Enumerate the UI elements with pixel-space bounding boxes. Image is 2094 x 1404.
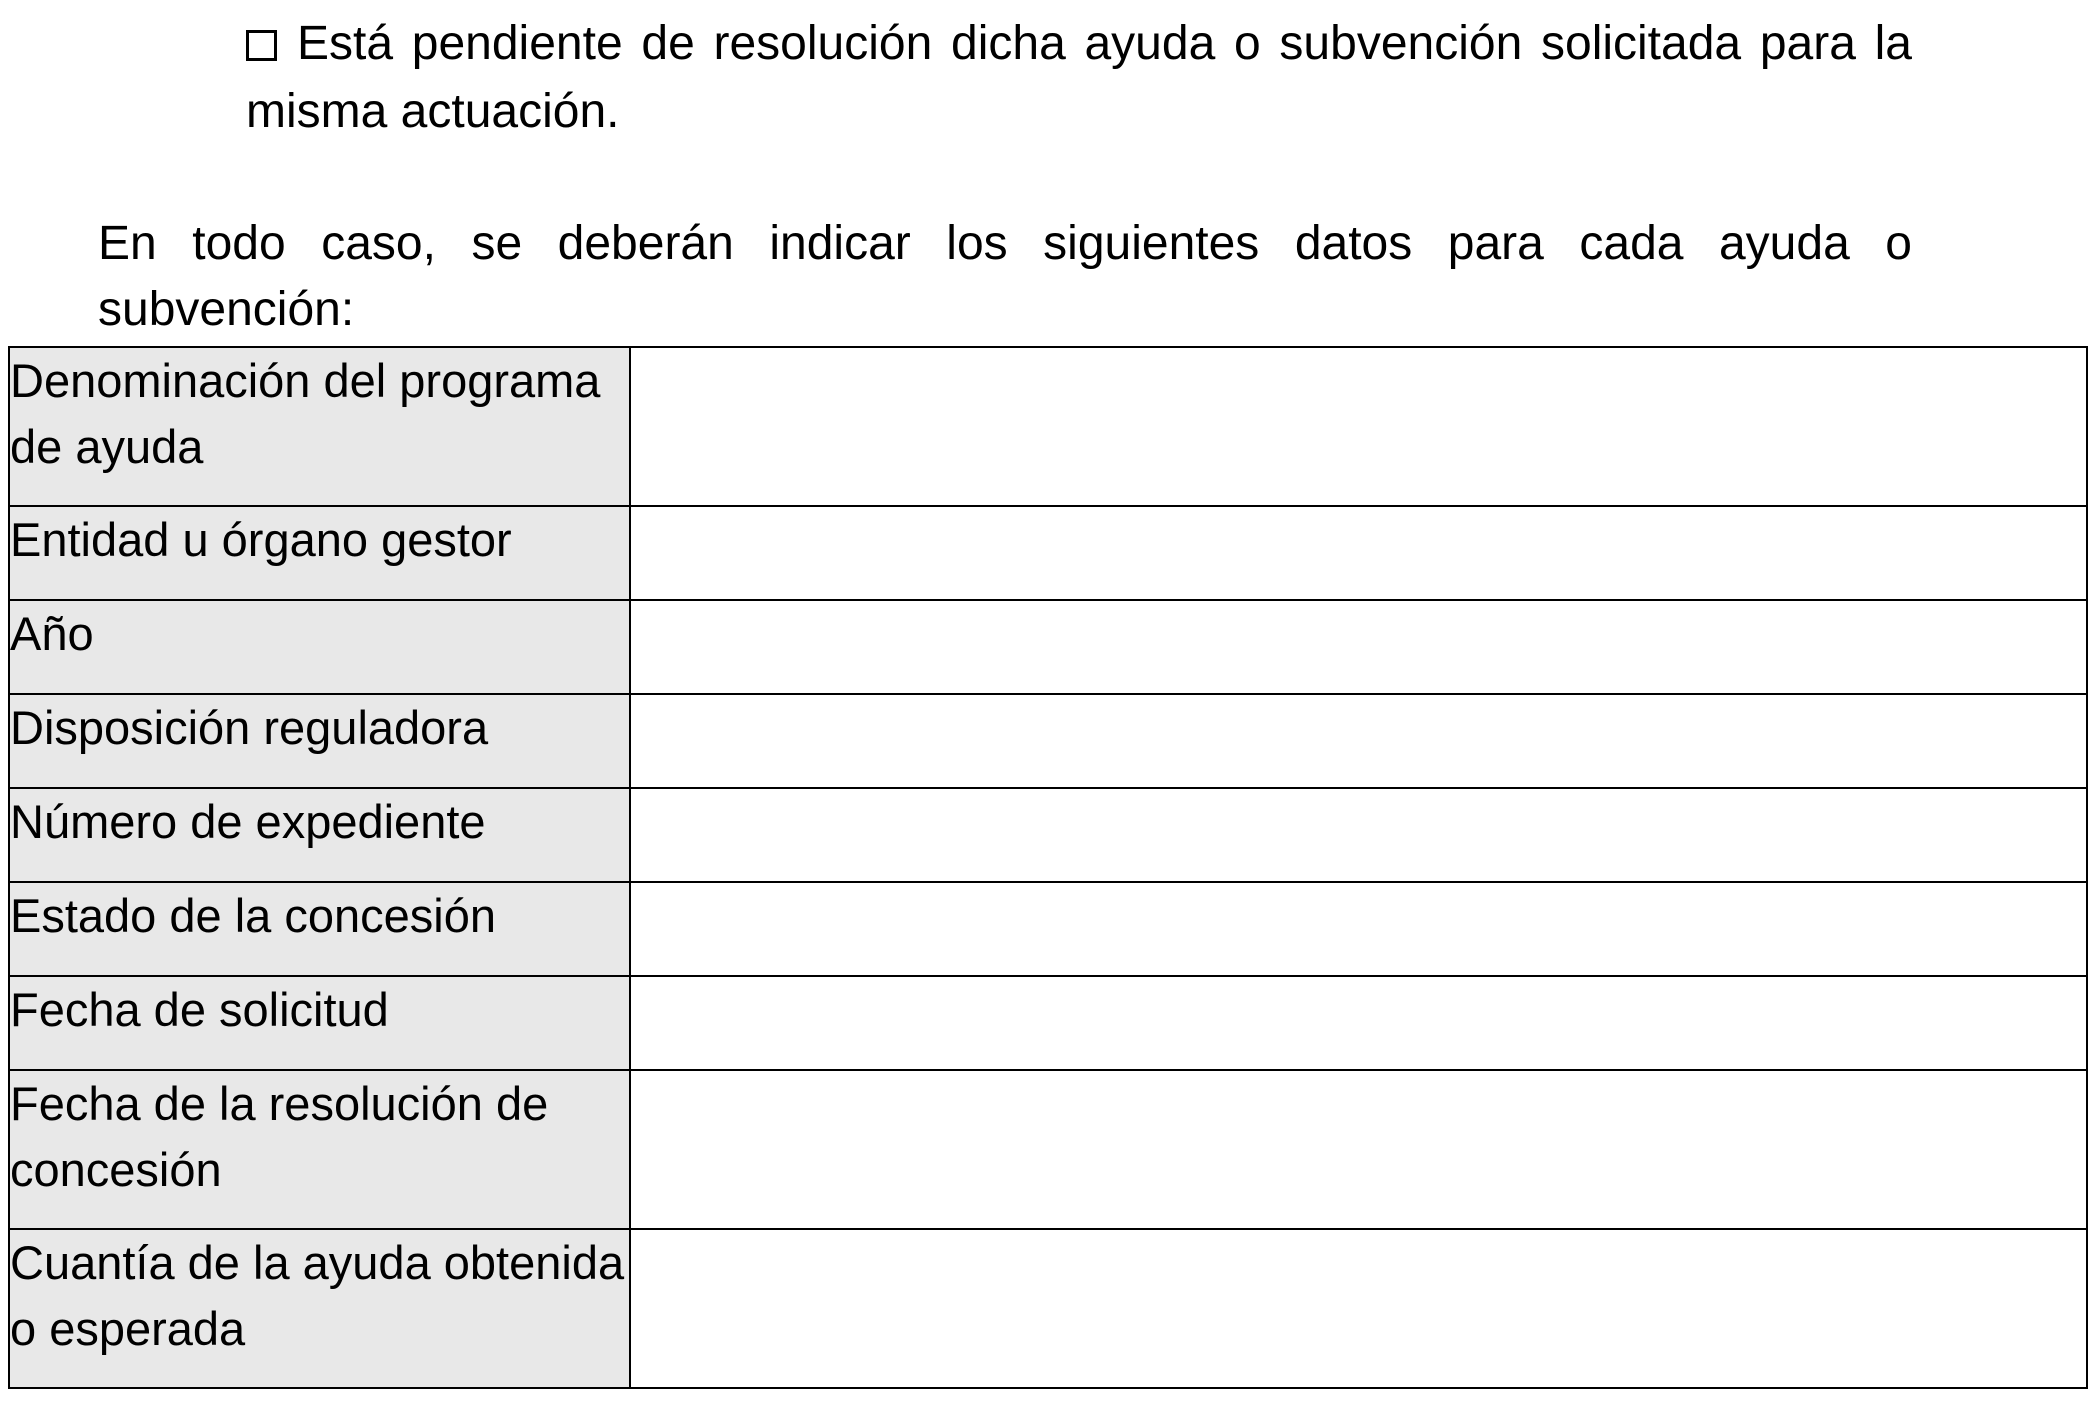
table-row bbox=[9, 1229, 2087, 1388]
row-label-grant-amount: Cuantía de la ayuda obtenida o esperada bbox=[9, 1229, 630, 1388]
table-row bbox=[9, 1070, 2087, 1229]
pending-resolution-checkbox[interactable] bbox=[246, 30, 277, 61]
row-label-file-number: Número de expediente bbox=[9, 788, 630, 882]
table-row bbox=[9, 976, 2087, 1070]
program-name-field[interactable] bbox=[630, 347, 2087, 506]
resolution-date-field[interactable] bbox=[630, 1070, 2087, 1229]
table-row bbox=[9, 347, 2087, 506]
table-row bbox=[9, 506, 2087, 600]
year-field[interactable] bbox=[630, 600, 2087, 694]
row-label-application-date: Fecha de solicitud bbox=[9, 976, 630, 1070]
pending-resolution-option bbox=[246, 10, 1912, 146]
intro-paragraph bbox=[98, 211, 1912, 343]
regulatory-provision-field[interactable] bbox=[630, 694, 2087, 788]
row-label-resolution-date: Fecha de la resolución de concesión bbox=[9, 1070, 630, 1229]
table-row bbox=[9, 600, 2087, 694]
row-label-program-name: Denominación del programa de ayuda bbox=[9, 347, 630, 506]
row-label-managing-entity: Entidad u órgano gestor bbox=[9, 506, 630, 600]
grant-amount-field[interactable] bbox=[630, 1229, 2087, 1388]
intro-line-1: En todo caso, se deberán indicar los siguientes datos para cada ayuda o bbox=[98, 217, 1912, 270]
table-row bbox=[9, 882, 2087, 976]
grant-details-table bbox=[8, 346, 2088, 1389]
row-label-year: Año bbox=[9, 600, 630, 694]
pending-resolution-text: Está pendiente de resolución dicha ayuda o subvención solicitada para la misma actuación. bbox=[246, 17, 1912, 138]
table-row bbox=[9, 788, 2087, 882]
row-label-regulatory-provision: Disposición reguladora bbox=[9, 694, 630, 788]
managing-entity-field[interactable] bbox=[630, 506, 2087, 600]
grant-status-field[interactable] bbox=[630, 882, 2087, 976]
application-date-field[interactable] bbox=[630, 976, 2087, 1070]
row-label-grant-status: Estado de la concesión bbox=[9, 882, 630, 976]
intro-line-2: subvención: bbox=[98, 283, 355, 336]
file-number-field[interactable] bbox=[630, 788, 2087, 882]
table-row bbox=[9, 694, 2087, 788]
